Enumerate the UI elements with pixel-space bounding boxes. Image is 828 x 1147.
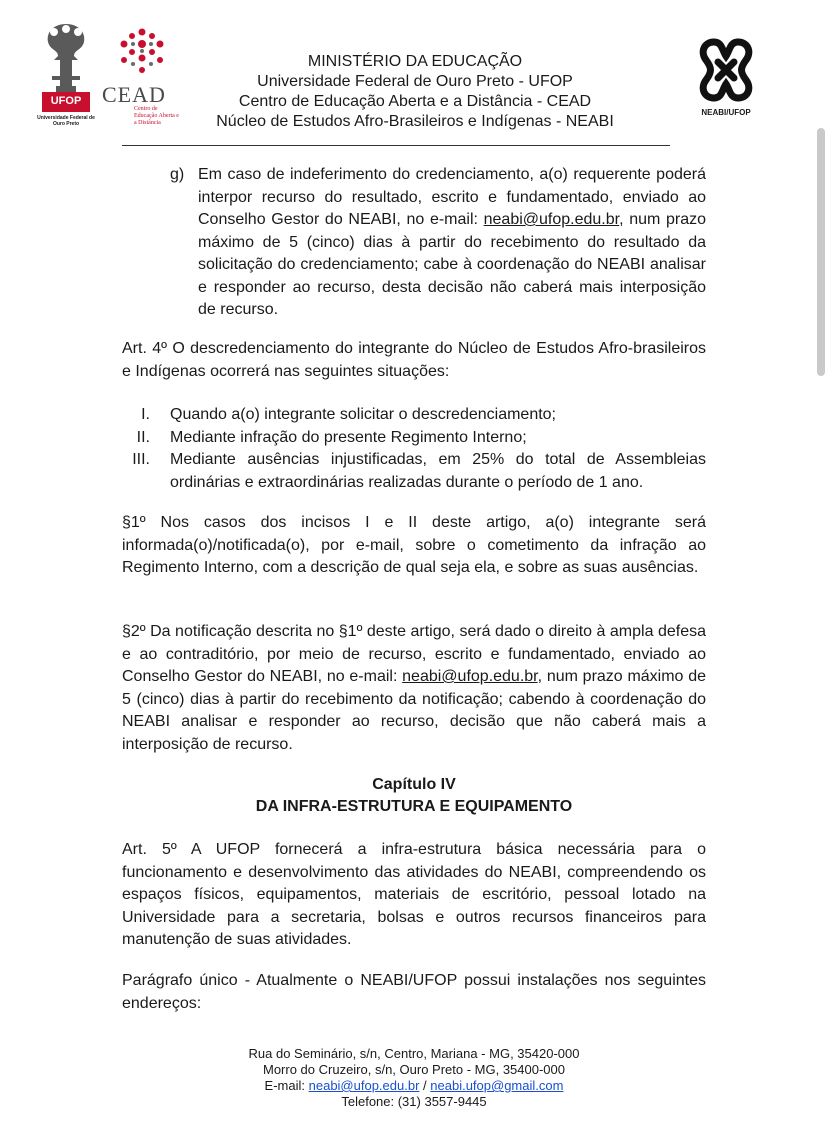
paragraph-1: §1º Nos casos dos incisos I e II deste artigo, a(o) integrante será informada(o)/notificada(o), por e-mail, sobre o cometimento da infração ao Regimento Interno, com a descrição de qual seja ela, e sobre as suas ausências. xyxy=(122,514,706,576)
chapter-title: DA INFRA-ESTRUTURA E EQUIPAMENTO xyxy=(255,798,573,815)
ministry-line: MINISTÉRIO DA EDUCAÇÃO xyxy=(307,53,523,70)
list-item-number: III. xyxy=(132,451,150,468)
article-4 xyxy=(122,338,706,383)
letterhead xyxy=(0,0,828,150)
footer-email-link-gmail[interactable]: neabi.ufop@gmail.com xyxy=(430,1078,564,1093)
center-line: Centro de Educação Aberta e a Distância - CEAD xyxy=(238,93,592,110)
cead-logo-text: CEAD xyxy=(102,82,166,107)
ufop-logo-text: UFOP xyxy=(50,95,82,107)
cead-dots-icon xyxy=(102,26,182,82)
item-g-text-before: Em caso de indeferimento do credenciamento, a(o) requerente poderá interpor recurso do resultado, escrito e fundamentado, enviado ao Conselho Gestor do NEABI, no e-mail: xyxy=(198,166,706,228)
nucleus-line: Núcleo de Estudos Afro-Brasileiros e Indígenas - NEABI xyxy=(216,113,614,130)
list-item-text: Mediante infração do presente Regimento Interno; xyxy=(170,429,527,446)
list-item-number: II. xyxy=(136,429,150,446)
neabi-logo-caption: NEABI/UFOP xyxy=(701,108,751,117)
item-g-label: g) xyxy=(170,166,185,183)
footer xyxy=(0,1046,828,1110)
paragraph-2 xyxy=(122,621,706,756)
cead-logo-caption: Centro de Educação Aberta e a Distância xyxy=(134,106,179,126)
article-4-text: O descredenciamento do integrante do Núcleo de Estudos Afro-brasileiros e Indígenas ocorrerá nas seguintes situações: xyxy=(122,340,707,380)
paragraph-2-email-link[interactable]: neabi@ufop.edu.br xyxy=(402,668,538,685)
list-item-number: I. xyxy=(141,406,150,423)
item-g-email-link[interactable]: neabi@ufop.edu.br xyxy=(483,211,620,228)
list-item-text: Quando a(o) integrante solicitar o descredenciamento; xyxy=(170,406,556,423)
sole-paragraph: Parágrafo único - Atualmente o NEABI/UFOP possui instalações nos seguintes endereços: xyxy=(122,972,706,1012)
chapter-number: Capítulo IV xyxy=(372,776,456,793)
paragraph-2-text-after: , num prazo máximo de 5 (cinco) dias à partir do recebimento da notificação; cabendo à coordenação do NEABI analisar e responder ao recurso, decisão que não caberá mais a interposição de recurso. xyxy=(122,668,706,753)
footer-email-label: E-mail: xyxy=(264,1078,305,1093)
header-divider xyxy=(122,145,670,146)
footer-email-line xyxy=(0,1078,828,1094)
article-4-label: Art. 4º xyxy=(122,340,167,357)
university-line: Universidade Federal de Ouro Preto - UFOP xyxy=(257,73,573,90)
ufop-logo xyxy=(37,20,95,135)
cead-logo xyxy=(102,26,182,126)
neabi-symbol-icon xyxy=(690,36,762,104)
neabi-logo xyxy=(690,36,762,120)
ufop-logo-caption: Universidade Federal de Ouro Preto xyxy=(37,115,95,127)
list-item-text: Mediante ausências injustificadas, em 25% do total de Assembleias ordinárias e extraordinárias realizadas durante o período de 1 ano. xyxy=(170,451,706,491)
footer-address-ouro-preto: Morro do Cruzeiro, s/n, Ouro Preto - MG, 35400-000 xyxy=(262,1062,565,1077)
footer-email-link-ufop[interactable]: neabi@ufop.edu.br xyxy=(308,1078,420,1093)
item-g-text xyxy=(198,164,706,322)
footer-phone: Telefone: (31) 3557-9445 xyxy=(341,1094,487,1109)
article-5: Art. 5º A UFOP fornecerá a infra-estrutura básica necessária para o funcionamento e desenvolvimento das atividades do NEABI, compreendendo os espaços físicos, equipamentos, materiais de escritório, pessoal lotado na Universidade para a secretaria, bolsas e outros recursos financeiros para manutenção de suas atividades. xyxy=(122,841,706,948)
item-g-text-after: , num prazo máximo de 5 (cinco) dias à partir do recebimento do resultado da solicitação do credenciamento; cabe à coordenação do NEABI analisar e responder ao recurso, desta decisão não caberá mais interposição de recurso. xyxy=(198,211,706,318)
footer-email-separator: / xyxy=(423,1078,427,1093)
paragraph-2-text-before: §2º Da notificação descrita no §1º deste artigo, será dado o direito à ampla defesa e ao contraditório, por meio de recurso, escrito e fundamentado, enviado ao Conselho Gestor do NEABI, no e-mail: xyxy=(122,623,706,685)
institution-block xyxy=(190,52,640,132)
scrollbar[interactable] xyxy=(817,128,825,376)
footer-address-mariana: Rua do Seminário, s/n, Centro, Mariana - MG, 35420-000 xyxy=(248,1046,580,1061)
